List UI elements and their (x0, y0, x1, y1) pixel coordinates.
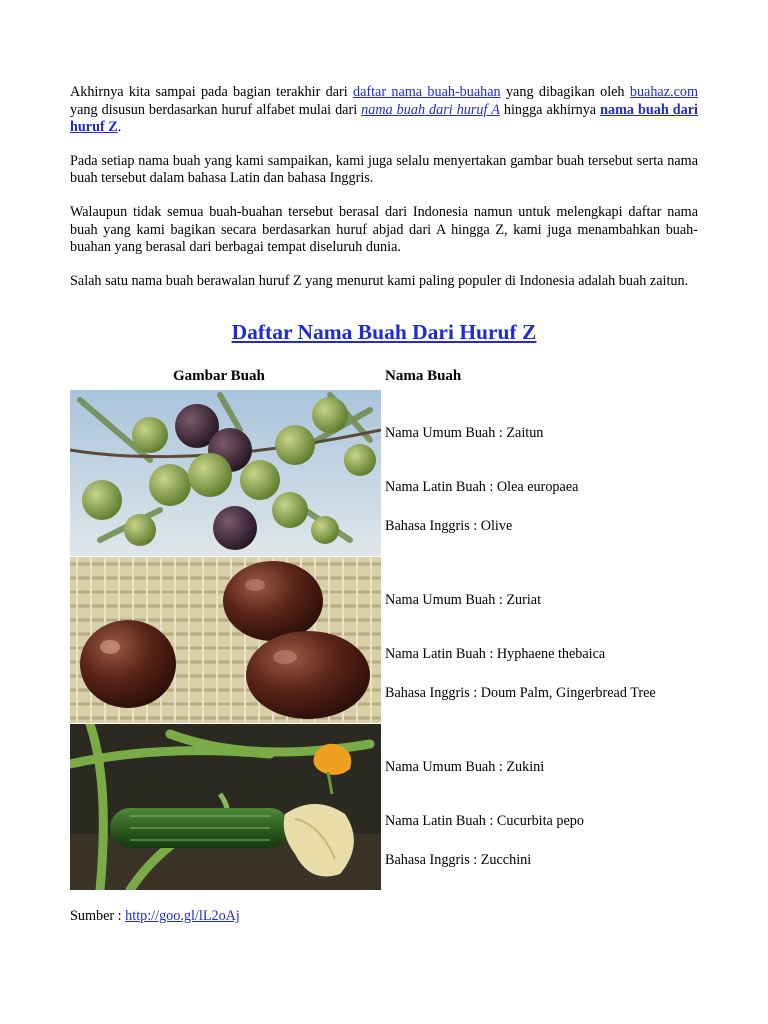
column-header-image: Gambar Buah (173, 368, 265, 384)
english-name: Bahasa Inggris : Olive (385, 518, 513, 534)
common-name: Nama Umum Buah : Zukini (385, 759, 545, 775)
intro-paragraph-1 (70, 84, 698, 137)
english-name: Bahasa Inggris : Zucchini (385, 852, 532, 868)
doum-palm-photo (70, 557, 381, 723)
link-buahaz[interactable]: buahaz.com (629, 84, 698, 100)
page-title-link[interactable]: Daftar Nama Buah Dari Huruf Z (231, 320, 537, 344)
document-page (70, 84, 698, 924)
text: . (117, 119, 122, 136)
olive-photo-drawing (70, 390, 381, 556)
common-name: Nama Umum Buah : Zaitun (385, 425, 544, 441)
text: yang dibagikan oleh (500, 84, 630, 100)
link-daftar-nama-buah[interactable]: daftar nama buah-buahan (352, 84, 501, 100)
doum-palm-photo-drawing (70, 557, 381, 723)
text: hingga akhirnya (499, 101, 601, 118)
source-label: Sumber : (70, 908, 126, 924)
source-line (70, 908, 240, 926)
source-link[interactable]: http://goo.gl/lL2oAj (125, 908, 240, 924)
text: Akhirnya kita sampai pada bagian terakhir dari (70, 84, 353, 100)
latin-name: Nama Latin Buah : Hyphaene thebaica (385, 646, 606, 662)
text: yang disusun berdasarkan huruf alfabet mulai dari (70, 101, 362, 118)
fruit-info (385, 557, 698, 723)
fruit-info (385, 390, 698, 556)
table-row (70, 390, 698, 556)
english-name: Bahasa Inggris : Doum Palm, Gingerbread Tree (385, 685, 656, 701)
zucchini-photo-drawing (70, 724, 381, 890)
link-huruf-a[interactable]: nama buah dari huruf A (361, 101, 500, 118)
table-row (70, 557, 698, 723)
intro-paragraph-3: Walaupun tidak semua buah-buahan tersebut berasal dari Indonesia namun untuk melengkapi daftar nama buah yang kami bagikan secara berdasarkan huruf abjad dari A hingga Z, kami juga menambahkan buah-buahan yang berasal dari berbagai tempat diseluruh dunia. (70, 203, 698, 256)
page-title (70, 320, 698, 344)
intro-paragraph-4: Salah satu nama buah berawalan huruf Z yang menurut kami paling populer di Indonesia adalah buah zaitun. (70, 272, 689, 289)
latin-name: Nama Latin Buah : Olea europaea (385, 479, 579, 495)
zucchini-photo (70, 724, 381, 890)
column-header-name: Nama Buah (385, 368, 462, 384)
olive-photo (70, 390, 381, 556)
table-row (70, 724, 698, 890)
intro-paragraph-2: Pada setiap nama buah yang kami sampaikan, kami juga selalu menyertakan gambar buah tersebut serta nama buah tersebut dalam bahasa Latin dan bahasa Inggris. (70, 152, 698, 187)
fruit-info (385, 724, 698, 890)
link-huruf-z[interactable]: nama buah dari huruf Z (70, 101, 698, 136)
common-name: Nama Umum Buah : Zuriat (385, 592, 542, 608)
latin-name: Nama Latin Buah : Cucurbita pepo (385, 813, 584, 829)
